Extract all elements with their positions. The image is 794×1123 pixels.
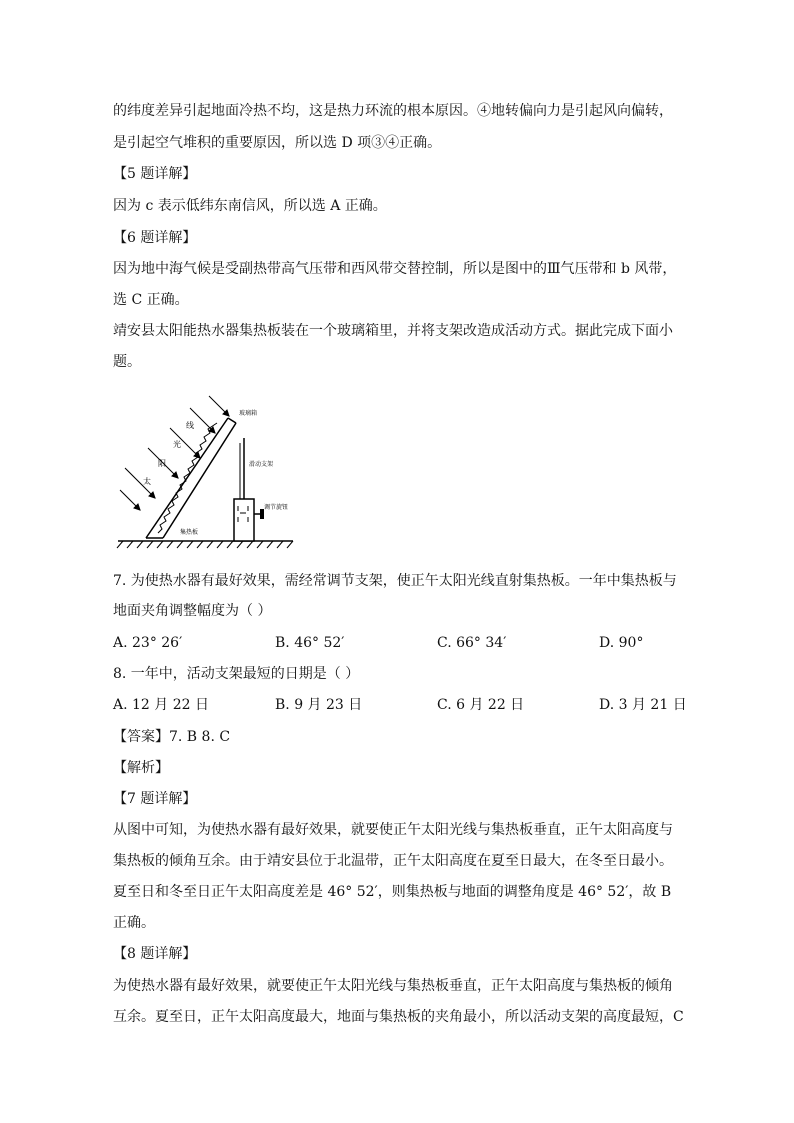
sliding-support	[240, 438, 244, 499]
option-b: B. 9 月 23 日	[275, 697, 363, 713]
ground-hatching	[117, 541, 293, 548]
text-line: 夏至日和冬至日正午太阳高度差是 46° 52′，则集热板与地面的调整角度是 46° 52′，故 B	[113, 884, 672, 900]
adjust-knob	[254, 509, 264, 519]
knob-label: 调节旋钮	[264, 504, 289, 511]
text-line: 因为地中海气候是受副热带高气压带和西风带交替控制，所以是图中的Ⅲ气压带和 b 风带，	[113, 261, 677, 277]
section-heading: 【5 题详解】	[113, 166, 197, 182]
option-c: C. 6 月 22 日	[437, 697, 525, 713]
text-line: 的纬度差异引起地面冷热不均，这是热力环流的根本原因。④地转偏向力是引起风向偏转，	[113, 103, 673, 119]
question-stem: 7. 为使热水器有最好效果，需经常调节支架，使正午太阳光线直射集热板。一年中集热板与	[113, 573, 677, 589]
panel-label: 集热板	[180, 529, 199, 536]
sliding-support-label: 滑动支架	[249, 461, 274, 468]
text-line: 集热板的倾角互余。由于靖安县位于北温带，正午太阳高度在夏至日最大，在冬至日最小。	[113, 853, 673, 869]
sun-label-char: 太	[143, 477, 151, 486]
glass-box-label: 玻璃箱	[239, 410, 258, 417]
text-line: 靖安县太阳能热水器集热板装在一个玻璃箱里，并将支架改造成活动方式。据此完成下面小	[113, 323, 673, 339]
section-heading: 【7 题详解】	[113, 791, 197, 807]
option-d: D. 3 月 21 日	[599, 697, 687, 713]
option-a: A. 12 月 22 日	[113, 697, 209, 713]
question-stem: 8. 一年中，活动支架最短的日期是（ ）	[113, 666, 360, 682]
sun-label-char: 阳	[158, 459, 166, 468]
answer-line: 【答案】7. B 8. C	[113, 729, 231, 745]
sun-rays	[120, 396, 229, 510]
option-a: A. 23° 26′	[113, 635, 183, 651]
solar-heater-diagram	[113, 393, 298, 553]
text-line: 正确。	[113, 915, 155, 931]
glass-box	[146, 418, 236, 538]
text-line: 从图中可知，为使热水器有最好效果，就要使正午太阳光线与集热板垂直，正午太阳高度与	[113, 822, 673, 838]
text-line: 因为 c 表示低纬东南信风，所以选 A 正确。	[113, 198, 387, 214]
text-line: 互余。夏至日，正午太阳高度最大，地面与集热板的夹角最小，所以活动支架的高度最短，C	[113, 1009, 684, 1025]
option-b: B. 46° 52′	[275, 635, 345, 651]
section-heading: 【解析】	[113, 760, 169, 776]
sun-label-char: 光	[173, 440, 181, 449]
option-d: D. 90°	[599, 635, 644, 651]
section-heading: 【8 题详解】	[113, 946, 197, 962]
sun-label-char: 线	[186, 421, 194, 430]
text-line: 为使热水器有最好效果，就要使正午太阳光线与集热板垂直，正午太阳高度与集热板的倾角	[113, 978, 673, 994]
text-line: 是引起空气堆积的重要原因，所以选 D 项③④正确。	[113, 135, 442, 151]
text-line: 选 C 正确。	[113, 292, 189, 308]
question-stem: 地面夹角调整幅度为（ ）	[113, 603, 272, 619]
support-base	[234, 499, 254, 541]
option-c: C. 66° 34′	[437, 635, 507, 651]
text-line: 题。	[113, 354, 141, 370]
section-heading: 【6 题详解】	[113, 230, 197, 246]
